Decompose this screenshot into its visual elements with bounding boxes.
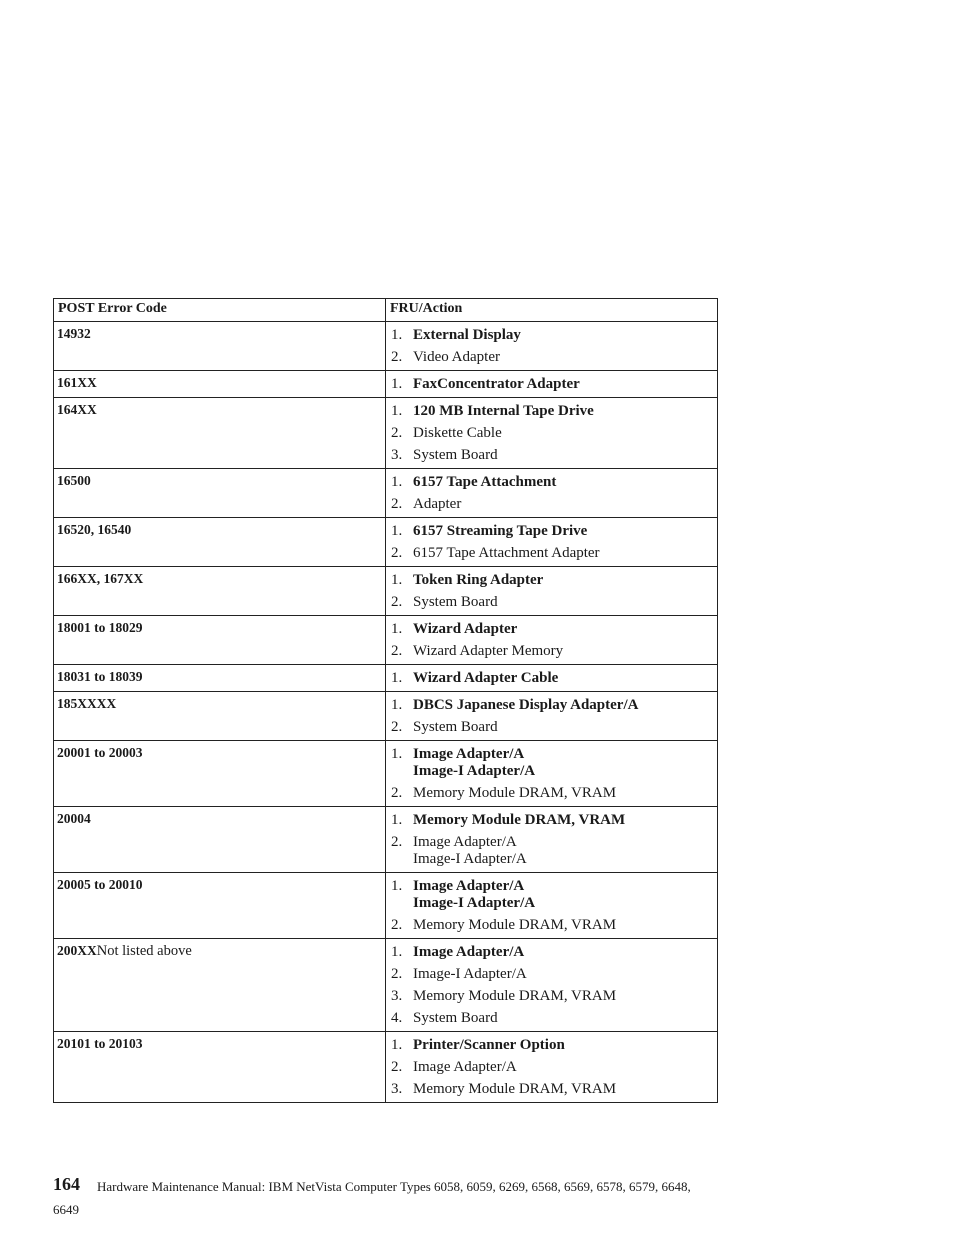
error-code: 200XX	[57, 943, 97, 958]
table-row	[54, 665, 718, 692]
fru-item-number: 3.	[391, 447, 403, 463]
error-code: 20004	[57, 811, 91, 826]
fru-list	[390, 878, 713, 934]
error-code-cell	[54, 616, 386, 665]
fru-item-line: 6157 Streaming Tape Drive	[413, 523, 588, 539]
fru-item-text	[413, 349, 713, 366]
error-code: 18001 to 18029	[57, 620, 143, 635]
fru-item-line: Image-I Adapter/A	[413, 966, 527, 982]
fru-list-item	[390, 523, 713, 540]
header-post-error-code: POST Error Code	[54, 299, 386, 322]
fru-item-text	[413, 719, 713, 736]
fru-item-text	[413, 812, 713, 829]
fru-item-line: Wizard Adapter	[413, 621, 518, 637]
fru-item-number: 1.	[391, 670, 403, 686]
fru-item-number: 2.	[391, 834, 403, 850]
fru-item-line: System Board	[413, 594, 498, 610]
fru-item-number: 1.	[391, 327, 403, 343]
error-code: 16500	[57, 473, 91, 488]
fru-item-line: Memory Module DRAM, VRAM	[413, 1081, 617, 1097]
error-code: 20001 to 20003	[57, 745, 143, 760]
fru-item-number: 2.	[391, 349, 403, 365]
fru-item-number: 1.	[391, 944, 403, 960]
fru-action-cell	[386, 567, 718, 616]
fru-list-item	[390, 474, 713, 491]
table-row	[54, 692, 718, 741]
fru-item-text	[413, 545, 713, 562]
fru-item-number: 2.	[391, 1059, 403, 1075]
fru-item-line: Memory Module DRAM, VRAM	[413, 812, 626, 828]
error-code-cell	[54, 567, 386, 616]
fru-item-number: 3.	[391, 1081, 403, 1097]
fru-item-text	[413, 643, 713, 660]
fru-action-cell	[386, 616, 718, 665]
fru-list-item	[390, 812, 713, 829]
fru-item-number: 1.	[391, 403, 403, 419]
fru-item-text	[413, 403, 713, 420]
fru-item-line: Image Adapter/A	[413, 834, 517, 850]
fru-item-line: Wizard Adapter Cable	[413, 670, 559, 686]
table-row	[54, 398, 718, 469]
error-code-cell	[54, 873, 386, 939]
fru-action-cell	[386, 807, 718, 873]
fru-list-item	[390, 834, 713, 868]
fru-item-text	[413, 697, 713, 714]
footer-title: Hardware Maintenance Manual: IBM NetVista Computer Types 6058, 6059, 6269, 6568, 6569, 6578, 6579, 6648,	[97, 1179, 691, 1194]
fru-item-number: 1.	[391, 572, 403, 588]
fru-item-line: Image Adapter/A	[413, 944, 525, 960]
fru-item-number: 3.	[391, 988, 403, 1004]
error-code-cell	[54, 1032, 386, 1103]
fru-list-item	[390, 917, 713, 934]
fru-item-text	[413, 944, 713, 961]
table-row	[54, 322, 718, 371]
fru-list	[390, 670, 713, 687]
fru-action-cell	[386, 1032, 718, 1103]
fru-item-text	[413, 474, 713, 491]
fru-action-cell	[386, 665, 718, 692]
fru-list	[390, 944, 713, 1027]
fru-list	[390, 621, 713, 660]
fru-item-text	[413, 834, 713, 868]
fru-list	[390, 403, 713, 464]
table-row	[54, 469, 718, 518]
fru-list-item	[390, 594, 713, 611]
fru-list-item	[390, 447, 713, 464]
fru-item-number: 2.	[391, 496, 403, 512]
fru-item-number: 2.	[391, 643, 403, 659]
fru-list-item	[390, 746, 713, 780]
fru-item-number: 2.	[391, 545, 403, 561]
fru-item-text	[413, 447, 713, 464]
fru-item-line: Image-I Adapter/A	[413, 851, 527, 867]
fru-item-line: Memory Module DRAM, VRAM	[413, 988, 617, 1004]
error-code: 185XXXX	[57, 696, 117, 711]
footer-title-continued: 6649	[53, 1202, 79, 1217]
header-fru-action: FRU/Action	[386, 299, 718, 322]
fru-item-number: 2.	[391, 594, 403, 610]
fru-list-item	[390, 670, 713, 687]
table-row	[54, 873, 718, 939]
fru-item-text	[413, 917, 713, 934]
fru-item-text	[413, 594, 713, 611]
fru-item-line: Token Ring Adapter	[413, 572, 544, 588]
fru-item-number: 1.	[391, 746, 403, 762]
fru-list	[390, 376, 713, 393]
fru-item-line: System Board	[413, 447, 498, 463]
fru-list	[390, 697, 713, 736]
fru-item-line: Image Adapter/A	[413, 746, 525, 762]
fru-item-line: External Display	[413, 327, 521, 343]
error-code-cell	[54, 741, 386, 807]
fru-item-number: 1.	[391, 474, 403, 490]
fru-list-item	[390, 878, 713, 912]
fru-list-item	[390, 349, 713, 366]
error-code-cell	[54, 665, 386, 692]
table-row	[54, 567, 718, 616]
fru-item-text	[413, 746, 713, 780]
fru-list-item	[390, 376, 713, 393]
fru-item-number: 2.	[391, 917, 403, 933]
fru-item-text	[413, 1081, 713, 1098]
error-code-cell	[54, 692, 386, 741]
error-code: 16520, 16540	[57, 522, 132, 537]
fru-item-line: Printer/Scanner Option	[413, 1037, 565, 1053]
fru-item-text	[413, 523, 713, 540]
fru-item-text	[413, 1010, 713, 1027]
fru-item-text	[413, 878, 713, 912]
fru-item-number: 2.	[391, 966, 403, 982]
fru-item-text	[413, 670, 713, 687]
fru-item-text	[413, 327, 713, 344]
table-body	[54, 322, 718, 1103]
error-code-cell	[54, 469, 386, 518]
fru-action-cell	[386, 939, 718, 1032]
error-code: 20101 to 20103	[57, 1036, 143, 1051]
error-code-cell	[54, 398, 386, 469]
fru-list	[390, 572, 713, 611]
post-error-table	[53, 298, 718, 1103]
table-row	[54, 807, 718, 873]
table-row	[54, 371, 718, 398]
fru-item-number: 1.	[391, 621, 403, 637]
fru-item-text	[413, 988, 713, 1005]
fru-item-line: System Board	[413, 1010, 498, 1026]
fru-action-cell	[386, 741, 718, 807]
fru-item-number: 1.	[391, 812, 403, 828]
fru-list-item	[390, 697, 713, 714]
fru-list-item	[390, 1037, 713, 1054]
fru-action-cell	[386, 469, 718, 518]
fru-action-cell	[386, 398, 718, 469]
page-number: 164	[53, 1174, 80, 1194]
fru-item-line: Image Adapter/A	[413, 878, 525, 894]
fru-item-line: Diskette Cable	[413, 425, 502, 441]
fru-list	[390, 474, 713, 513]
fru-action-cell	[386, 371, 718, 398]
table-row	[54, 741, 718, 807]
fru-list-item	[390, 719, 713, 736]
fru-list-item	[390, 496, 713, 513]
fru-item-number: 2.	[391, 785, 403, 801]
error-code: 161XX	[57, 375, 97, 390]
fru-action-cell	[386, 322, 718, 371]
fru-item-line: DBCS Japanese Display Adapter/A	[413, 697, 639, 713]
fru-item-line: FaxConcentrator Adapter	[413, 376, 580, 392]
error-code-cell	[54, 807, 386, 873]
table-row	[54, 616, 718, 665]
fru-list-item	[390, 1081, 713, 1098]
error-code: 20005 to 20010	[57, 877, 143, 892]
error-code: 14932	[57, 326, 91, 341]
fru-action-cell	[386, 692, 718, 741]
fru-list-item	[390, 966, 713, 983]
table-row	[54, 518, 718, 567]
fru-item-number: 2.	[391, 719, 403, 735]
fru-item-line: Image Adapter/A	[413, 1059, 517, 1075]
fru-list-item	[390, 572, 713, 589]
fru-item-line: 6157 Tape Attachment Adapter	[413, 545, 600, 561]
error-code-cell	[54, 371, 386, 398]
fru-item-number: 2.	[391, 425, 403, 441]
fru-item-line: 6157 Tape Attachment	[413, 474, 557, 490]
fru-item-text	[413, 376, 713, 393]
fru-item-line: Memory Module DRAM, VRAM	[413, 917, 617, 933]
fru-list-item	[390, 1059, 713, 1076]
fru-list-item	[390, 785, 713, 802]
fru-list-item	[390, 425, 713, 442]
fru-item-number: 1.	[391, 697, 403, 713]
fru-list-item	[390, 327, 713, 344]
fru-item-text	[413, 785, 713, 802]
fru-item-line: 120 MB Internal Tape Drive	[413, 403, 594, 419]
fru-list	[390, 327, 713, 366]
fru-list	[390, 746, 713, 802]
error-code-note: Not listed above	[96, 943, 192, 959]
table-header-row	[54, 299, 718, 322]
fru-item-text	[413, 572, 713, 589]
fru-item-number: 4.	[391, 1010, 403, 1026]
fru-list	[390, 523, 713, 562]
table-row	[54, 939, 718, 1032]
error-code-cell	[54, 322, 386, 371]
fru-item-line: Wizard Adapter Memory	[413, 643, 564, 659]
fru-list-item	[390, 545, 713, 562]
fru-item-text	[413, 966, 713, 983]
fru-action-cell	[386, 873, 718, 939]
fru-item-line: Adapter	[413, 496, 462, 512]
error-code-cell	[54, 939, 386, 1032]
table-row	[54, 1032, 718, 1103]
fru-list-item	[390, 944, 713, 961]
fru-item-text	[413, 425, 713, 442]
error-code: 164XX	[57, 402, 97, 417]
fru-action-cell	[386, 518, 718, 567]
fru-list-item	[390, 988, 713, 1005]
fru-item-line: Video Adapter	[413, 349, 500, 365]
fru-list-item	[390, 621, 713, 638]
fru-item-line: Memory Module DRAM, VRAM	[413, 785, 617, 801]
fru-item-number: 1.	[391, 523, 403, 539]
fru-item-text	[413, 1037, 713, 1054]
error-code: 166XX, 167XX	[57, 571, 144, 586]
fru-list-item	[390, 1010, 713, 1027]
fru-list	[390, 1037, 713, 1098]
fru-list-item	[390, 643, 713, 660]
fru-list-item	[390, 403, 713, 420]
fru-item-line: System Board	[413, 719, 498, 735]
fru-item-number: 1.	[391, 376, 403, 392]
fru-item-text	[413, 1059, 713, 1076]
fru-item-text	[413, 621, 713, 638]
fru-item-text	[413, 496, 713, 513]
fru-item-number: 1.	[391, 1037, 403, 1053]
fru-item-line: Image-I Adapter/A	[413, 895, 536, 911]
fru-list	[390, 812, 713, 868]
fru-item-number: 1.	[391, 878, 403, 894]
fru-item-line: Image-I Adapter/A	[413, 763, 536, 779]
error-code-cell	[54, 518, 386, 567]
error-code: 18031 to 18039	[57, 669, 143, 684]
